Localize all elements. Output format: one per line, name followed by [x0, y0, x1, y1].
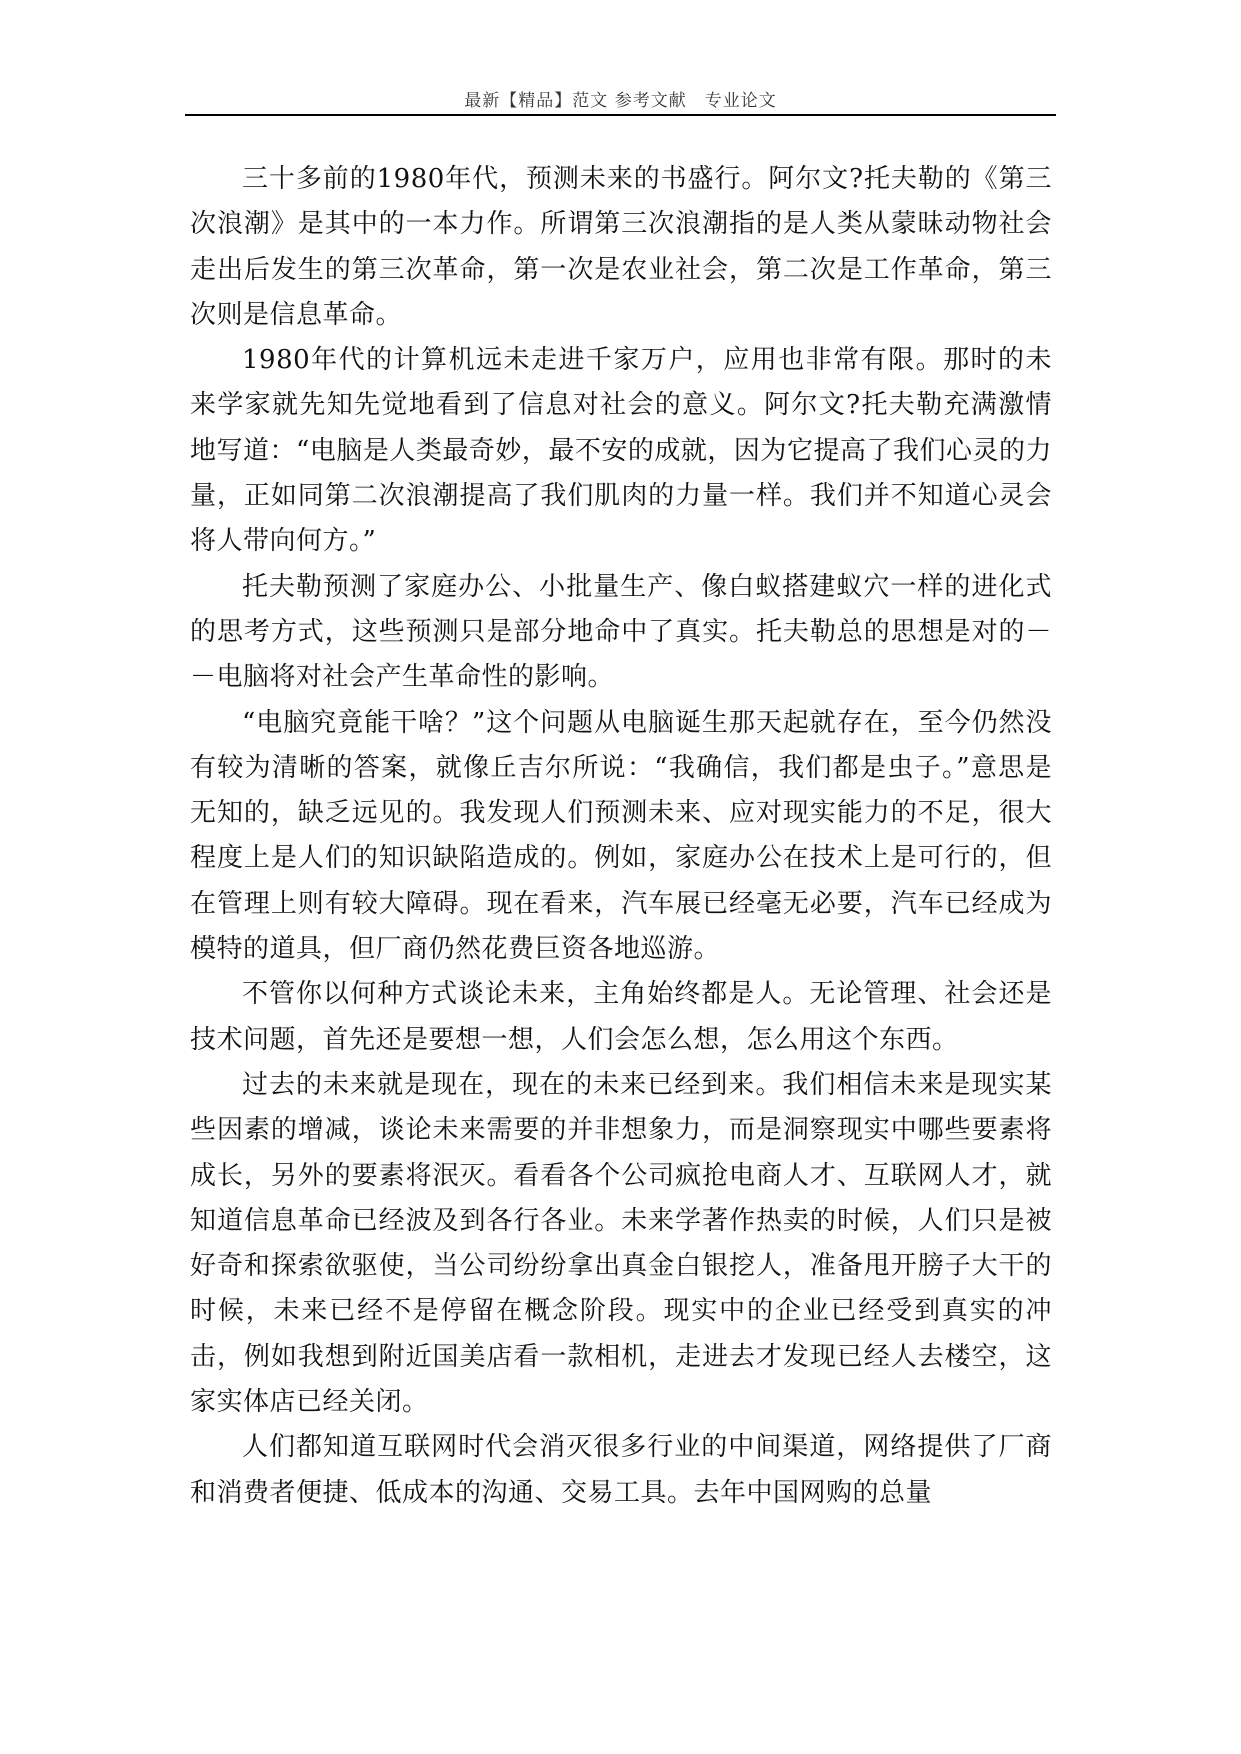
- paragraph-7: 人们都知道互联网时代会消灭很多行业的中间渠道，网络提供了厂商和消费者便捷、低成本的沟通、交易工具。去年中国网购的总量: [190, 1432, 1052, 1508]
- paragraph-2: 1980年代的计算机远未走进千家万户，应用也非常有限。那时的未来学家就先知先觉地看到了信息对社会的意义。阿尔文?托夫勒充满激情地写道：“电脑是人类最奇妙，最不安的成就，因为它提高了我们心灵的力量，正如同第二次浪潮提高了我们肌肉的力量一样。我们并不知道心灵会将人带向何方。”: [190, 345, 1052, 557]
- paragraph-1: 三十多前的1980年代，预测未来的书盛行。阿尔文?托夫勒的《第三次浪潮》是其中的一本力作。所谓第三次浪潮指的是人类从蒙昧动物社会走出后发生的第三次革命，第一次是农业社会，第二次是工作革命，第三次则是信息革命。: [190, 164, 1052, 330]
- page-header: 最新【精品】范文 参考文献 专业论文: [464, 91, 777, 111]
- header-rule: [185, 114, 1056, 116]
- document-body: [190, 157, 1052, 1516]
- paragraph-3: 托夫勒预测了家庭办公、小批量生产、像白蚁搭建蚁穴一样的进化式的思考方式，这些预测只是部分地命中了真实。托夫勒总的思想是对的－－电脑将对社会产生革命性的影响。: [190, 571, 1052, 693]
- paragraph-5: 不管你以何种方式谈论未来，主角始终都是人。无论管理、社会还是技术问题，首先还是要想一想，人们会怎么想，怎么用这个东西。: [190, 979, 1052, 1055]
- paragraph-4: “电脑究竟能干啥？”这个问题从电脑诞生那天起就存在，至今仍然没有较为清晰的答案，就像丘吉尔所说：“我确信，我们都是虫子。”意思是无知的，缺乏远见的。我发现人们预测未来、应对现实能力的不足，很大程度上是人们的知识缺陷造成的。例如，家庭办公在技术上是可行的，但在管理上则有较大障碍。现在看来，汽车展已经毫无必要，汽车已经成为模特的道具，但厂商仍然花费巨资各地巡游。: [190, 707, 1052, 965]
- paragraph-6: 过去的未来就是现在，现在的未来已经到来。我们相信未来是现实某些因素的增减，谈论未来需要的并非想象力，而是洞察现实中哪些要素将成长，另外的要素将泯灭。看看各个公司疯抢电商人才、互联网人才，就知道信息革命已经波及到各行各业。未来学著作热卖的时候，人们只是被好奇和探索欲驱使，当公司纷纷拿出真金白银挖人，准备甩开膀子大干的时候，未来已经不是停留在概念阶段。现实中的企业已经受到真实的冲击，例如我想到附近国美店看一款相机，走进去才发现已经人去楼空，这家实体店已经关闭。: [190, 1069, 1052, 1418]
